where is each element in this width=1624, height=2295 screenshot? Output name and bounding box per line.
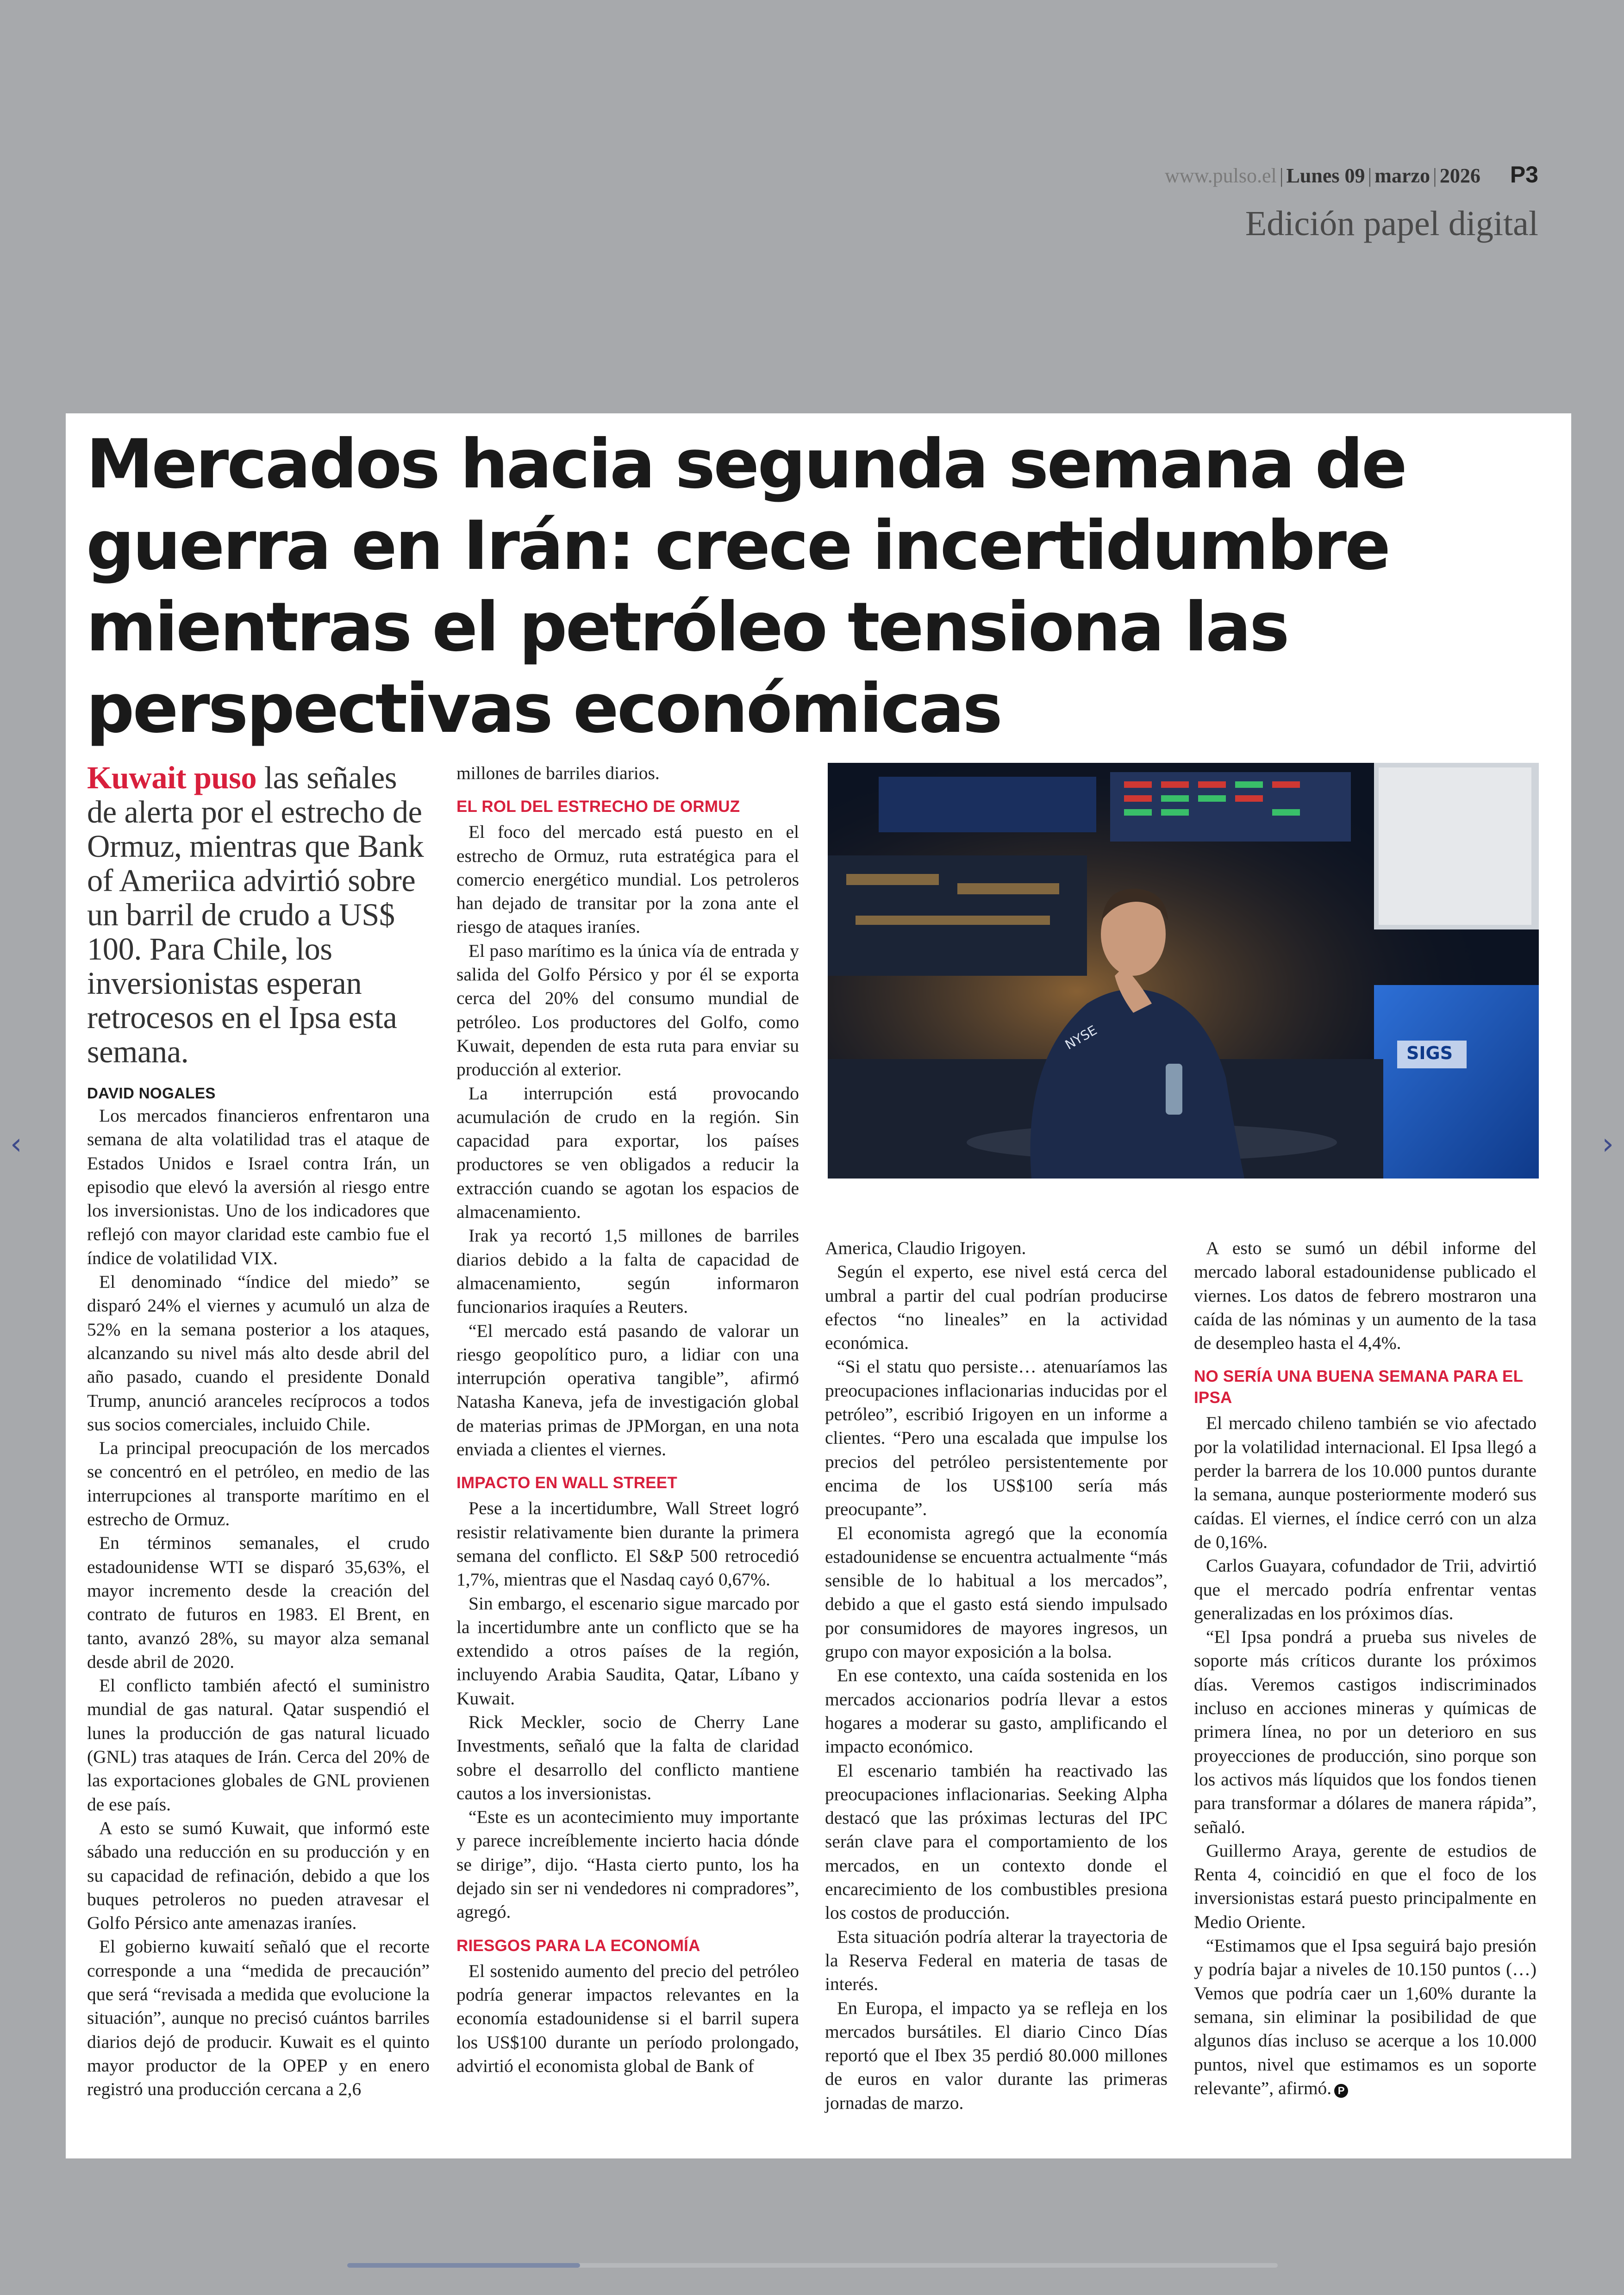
paragraph: El denominado “índice del miedo” se disparó 24% el viernes y acumuló un alza de 52% en la semana posterior a los ataques, alcanzando su nivel más alto desde abril del año pasado, cuando el presidente Donald Trump, anunció aranceles recíprocos a todos sus socios comerciales, incluido Chile. [87, 1272, 430, 1434]
article-headline: Mercados hacia segunda semana de guerra en Irán: crece incertidumbre mientras el petróleo tensiona las perspectivas económicas [86, 425, 1405, 748]
page-header: www.pulso.el | Lunes 09 | marzo | 2026 P3 [1165, 162, 1538, 187]
paragraph: En ese contexto, una caída sostenida en los mercados accionarios podría llevar a estos hogares a moderar su gasto, amplificando el impacto económico. [825, 1665, 1168, 1757]
paragraph: Carlos Guayara, cofundador de Trii, advirtió que el mercado podría enfrentar ventas generalizadas en los próximos días. [1194, 1555, 1537, 1623]
paragraph: A esto se sumó Kuwait, que informó este sábado una reducción en su producción y en su capacidad de refinación, debido a que los buques petroleros no pueden atravesar el Golfo Pérsico ante amenazas iraníes. [87, 1817, 430, 1933]
paragraph: El gobierno kuwaití señaló que el recorte corresponde a una “medida de precaución” que será “revisada a medida que evolucione la situación”, aunque no precisó cuántos barriles diarios dejó de producir. Kuwait es el quinto mayor productor de la OPEP y en enero registró una producción cercana a 2,6 [87, 1936, 430, 2100]
paragraph: El escenario también ha reactivado las preocupaciones inflacionarias. Seeking Alpha destacó que las próximas lecturas del IPC serán clave para el comportamiento de los mercados, en un contexto donde el encarecimiento de los combustibles presiona los costos de producción. [825, 1760, 1168, 1923]
paragraph: El sostenido aumento del precio del petróleo podría generar impactos relevantes en la economía estadounidense si el barril supera los US$100 durante un período prolongado, advirtió el economista global de Bank of [456, 1960, 799, 2076]
end-mark-icon: P [1334, 2084, 1348, 2098]
paragraph: A esto se sumó un débil informe del mercado laboral estadounidense publicado el viernes. Los datos de febrero mostraron una caída de las nóminas y un aumento de la tasa de desempleo hasta el 4,4%. [1194, 1238, 1537, 1353]
paragraph: El paso marítimo es la única vía de entrada y salida del Golfo Pérsico y por él se exporta cerca del 20% del consumo mundial de petróleo. Los productores del Golfo, como Kuwait, dependen de esta ruta para enviar su producción al exterior. [456, 940, 799, 1080]
subhead-riesgos: RIESGOS PARA LA ECONOMÍA [456, 1936, 700, 1955]
paragraph: “El mercado está pasando de valorar un riesgo geopolítico puro, a lidiar con una interrupción operativa tangible”, afirmó Natasha Kaneva, jefa de investigación global de materias primas de JPMorgan, en una nota enviada a clientes el viernes. [456, 1320, 799, 1460]
reader-progress-fill [347, 2263, 580, 2268]
paragraph: “El Ipsa pondrá a prueba sus niveles de soporte más críticos durante los próximos días. Veremos castigos indiscriminados incluso en acciones mineras y químicas de primera línea, no por un deterioro en sus proyecciones de producción, sino porque son los activos más líquidos que los fondos tienen para transformar a dólares de manera rápida”, señaló. [1194, 1627, 1537, 1837]
paragraph: Sin embargo, el escenario sigue marcado por la incertidumbre ante un conflicto que se ha extendido a otros países de la región, incluyendo Arabia Saudita, Qatar, Líbano y Kuwait. [456, 1593, 799, 1709]
column-1 [87, 761, 430, 2101]
lede-kicker: Kuwait puso [87, 760, 257, 795]
col2-body-c [456, 1959, 799, 2078]
col2-body-a [456, 820, 799, 1461]
paragraph: “Este es un acontecimiento muy importante y parece increíblemente incierto hacia dónde se dirige”, dijo. “Hasta cierto punto, los ha dejado sin ser ni vendedores ni compradores”, agregó. [456, 1807, 799, 1922]
date-month: marzo [1374, 164, 1430, 187]
paragraph: Los mercados financieros enfrentaron una semana de alta volatilidad tras el ataque de Estados Unidos e Israel contra Irán, un episodio que elevó la aversión al riesgo entre los inversionistas. Uno de los indicadores que reflejó con mayor claridad este cambio fue el índice de volatilidad VIX. [87, 1105, 430, 1268]
byline: DAVID NOGALES [87, 1085, 216, 1102]
edition-label: Edición papel digital [1245, 204, 1538, 243]
paragraph: La principal preocupación de los mercados se concentró en el petróleo, en medio de las interrupciones al transporte marítimo en el estrecho de Ormuz. [87, 1438, 430, 1530]
reader-progress-bar[interactable] [347, 2263, 1278, 2268]
jacket-print: NYSE [1062, 1022, 1100, 1053]
lede-text: las señales de alerta por el estrecho de Ormuz, mientras que Bank of Ameriica advirtió sobre un barril de crudo a US$ 100. Para Chile, los inversionistas esperan retrocesos en el Ipsa esta semana. [87, 760, 424, 1069]
col2-body-b [456, 1497, 799, 1924]
column-4 [1194, 1236, 1537, 2100]
paragraph: En términos semanales, el crudo estadounidense WTI se disparó 35,63%, el mayor incremento desde la creación del contrato de futuros en 1983. El Brent, en tanto, avanzó 28%, su mayor alza semanal desde abril de 2020. [87, 1533, 430, 1672]
col4-body-b [1194, 1411, 1537, 2100]
paragraph: La interrupción está provocando acumulación de crudo en la región. Sin capacidad para exportar, los países productores se ven obligados a reducir la extracción cuando se agotan los espacios de almacenamiento. [456, 1083, 799, 1222]
col1-body [87, 1104, 430, 2101]
newspaper-page [66, 413, 1571, 2158]
paragraph: En Europa, el impacto ya se refleja en los mercados bursátiles. El diario Cinco Días reportó que el Ibex 35 perdió 80.000 millones de euros en valor durante las primeras jornadas de marzo. [825, 1997, 1168, 2113]
paragraph: Irak ya recortó 1,5 millones de barriles diarios debido a la falta de capacidad de almacenamiento, según informaron funcionarios iraquíes a Reuters. [456, 1225, 799, 1317]
trader-photo-illustration [828, 763, 1539, 1179]
screen-print: SIGS [1406, 1043, 1453, 1063]
site-url[interactable]: www.pulso.el [1165, 164, 1277, 187]
article-photo [828, 763, 1539, 1179]
continuation-text: millones de barriles diarios. [456, 763, 660, 783]
page-number: P3 [1510, 162, 1538, 187]
subhead-wall-street: IMPACTO EN WALL STREET [456, 1474, 677, 1492]
col4-body-a [1194, 1236, 1537, 1355]
paragraph: Rick Meckler, socio de Cherry Lane Investments, señaló que la falta de claridad sobre el desarrollo del conflicto mantiene cautos a los inversionistas. [456, 1711, 799, 1803]
column-2 [456, 761, 799, 2078]
subhead-ormuz: EL ROL DEL ESTRECHO DE ORMUZ [456, 798, 740, 816]
column-3 [825, 1236, 1168, 2115]
lede [87, 761, 430, 1069]
paragraph: Guillermo Araya, gerente de estudios de Renta 4, coincidió en que el foco de los inversionistas estará puesto principalmente en Medio Oriente. [1194, 1840, 1537, 1932]
paragraph: Pese a la incertidumbre, Wall Street logró resistir relativamente bien durante la primera semana del conflicto. El S&P 500 retrocedió 1,7%, mientras que el Nasdaq cayó 0,67%. [456, 1498, 799, 1590]
continuation-text: America, Claudio Irigoyen. [825, 1238, 1026, 1258]
next-page-button[interactable]: › [1602, 1127, 1614, 1161]
paragraph: El foco del mercado está puesto en el estrecho de Ormuz, ruta estratégica para el comercio energético mundial. Los petroleros han dejado de transitar por la zona ante el riesgo de ataques iraníes. [456, 822, 799, 937]
paragraph: Según el experto, ese nivel está cerca del umbral a partir del cual podrían producirse efectos “no lineales” en la actividad económica. [825, 1261, 1168, 1353]
paragraph: “Si el statu quo persiste… atenuaríamos las preocupaciones inflacionarias inducidas por el petróleo”, escribió Irigoyen en un informe a clientes. “Pero una escalada que impulse los precios del petróleo persistentemente por encima de los US$100 sería más preocupante”. [825, 1356, 1168, 1520]
subhead-ipsa: NO SERÍA UNA BUENA SEMANA PARA EL IPSA [1194, 1367, 1523, 1407]
paragraph: Esta situación podría alterar la trayectoria de la Reserva Federal en materia de tasas de interés. [825, 1926, 1168, 1995]
paragraph: “Estimamos que el Ipsa seguirá bajo presión y podría bajar a niveles de 10.150 puntos (…) Vemos que podría caer un 1,60% durante la semana, sin eliminar la posibilidad de que algunos días incluso se acerque a los 10.000 puntos, nivel que estimamos es un soporte relevante”, afirmó. P [1194, 1935, 1537, 2098]
paragraph: El conflicto también afectó el suministro mundial de gas natural. Qatar suspendió el lunes la producción de gas natural licuado (GNL) tras ataques de Irán. Cerca del 20% de las exportaciones globales de GNL provienen de ese país. [87, 1675, 430, 1815]
prev-page-button[interactable]: ‹ [10, 1127, 22, 1161]
paragraph: El economista agregó que la economía estadounidense se encuentra actualmente “más sensible de lo habitual a los mercados”, debido a que el gasto está siendo impulsado por consumidores de mayores ingresos, un grupo con mayor exposición a la bolsa. [825, 1522, 1168, 1662]
date-year: 2026 [1439, 164, 1480, 187]
col3-body [825, 1260, 1168, 2115]
paragraph: El mercado chileno también se vio afectado por la volatilidad internacional. El Ipsa llegó a perder la barrera de los 10.000 puntos durante la semana, aunque posteriormente moderó sus caídas. El viernes, el índice cerró con un alza de 0,16%. [1194, 1413, 1537, 1552]
date-day: Lunes 09 [1286, 164, 1365, 187]
